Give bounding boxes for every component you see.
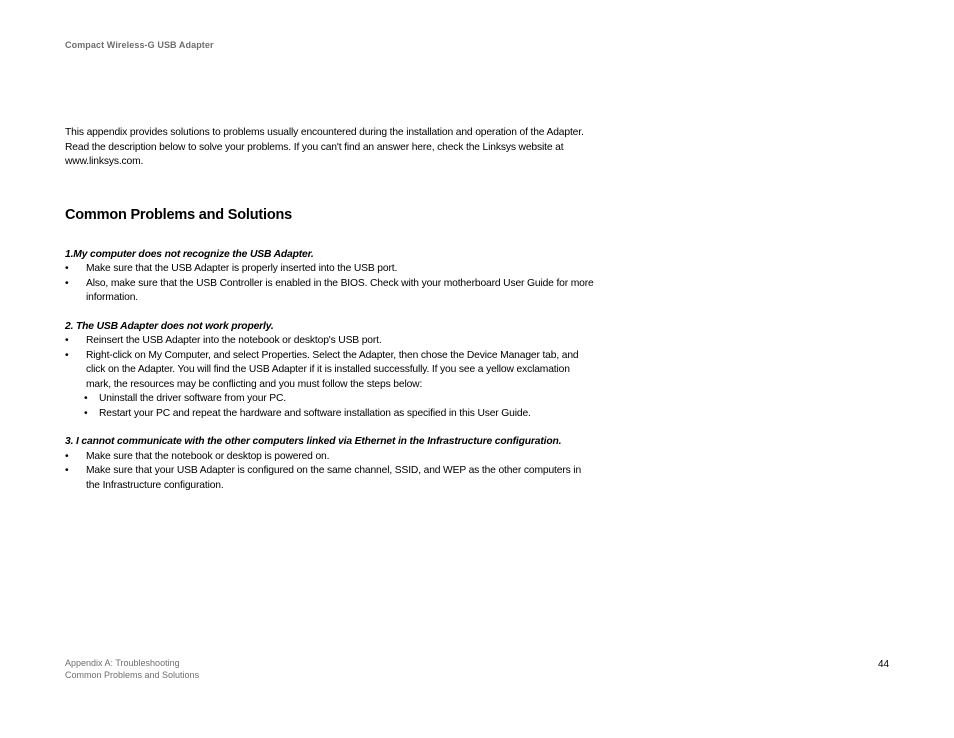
solution-item: • Right-click on My Computer, and select Properties. Select the Adapter, then chose the Device Manager tab, and click on the Adapter. You will find the USB Adapter if it is installed successfully. If you see a yellow exclamation mark, the resources may be conflicting and you must follow the steps below: — [65, 349, 595, 393]
footer-chapter: Appendix A: Troubleshooting — [65, 658, 180, 668]
step-item: • Restart your PC and repeat the hardware and software installation as specified in this User Guide. — [79, 407, 595, 422]
solution-item: • Make sure that your USB Adapter is configured on the same channel, SSID, and WEP as the other computers in the Infrastructure configuration. — [65, 464, 595, 493]
problem-2-title: 2. The USB Adapter does not work properly. — [65, 320, 274, 332]
problem-1 — [65, 248, 595, 306]
running-footer — [65, 657, 199, 681]
solution-item: • Reinsert the USB Adapter into the notebook or desktop's USB port. — [65, 334, 595, 349]
section-title: Common Problems and Solutions — [65, 206, 293, 223]
problem-3 — [65, 435, 595, 493]
problem-3-title: 3. I cannot communicate with the other computers linked via Ethernet in the Infrastructure configuration. — [65, 436, 562, 447]
intro-paragraph: This appendix provides solutions to problems usually encountered during the installation and operation of the Adapter. Read the description below to solve your problems. If you can't find an answer here, check the Linksys website at www.linksys.com. — [65, 127, 584, 167]
running-header: Compact Wireless-G USB Adapter — [65, 40, 214, 50]
solution-item: • Make sure that the USB Adapter is properly inserted into the USB port. — [65, 262, 595, 277]
footer-section: Common Problems and Solutions — [65, 670, 200, 680]
problem-2 — [65, 320, 595, 422]
step-item: • Uninstall the driver software from your PC. — [79, 392, 595, 407]
solution-item: • Also, make sure that the USB Controller is enabled in the BIOS. Check with your motherboard User Guide for more information. — [65, 277, 595, 306]
problem-3-solutions — [65, 450, 595, 494]
page-number: 44 — [878, 659, 890, 670]
solution-item: • Make sure that the notebook or desktop is powered on. — [65, 450, 595, 465]
main-content — [65, 126, 595, 493]
problem-1-solutions — [65, 262, 595, 306]
problem-2-solutions — [65, 334, 595, 392]
problem-2-steps — [65, 392, 595, 421]
problem-1-title: 1.My computer does not recognize the USB Adapter. — [65, 248, 314, 260]
